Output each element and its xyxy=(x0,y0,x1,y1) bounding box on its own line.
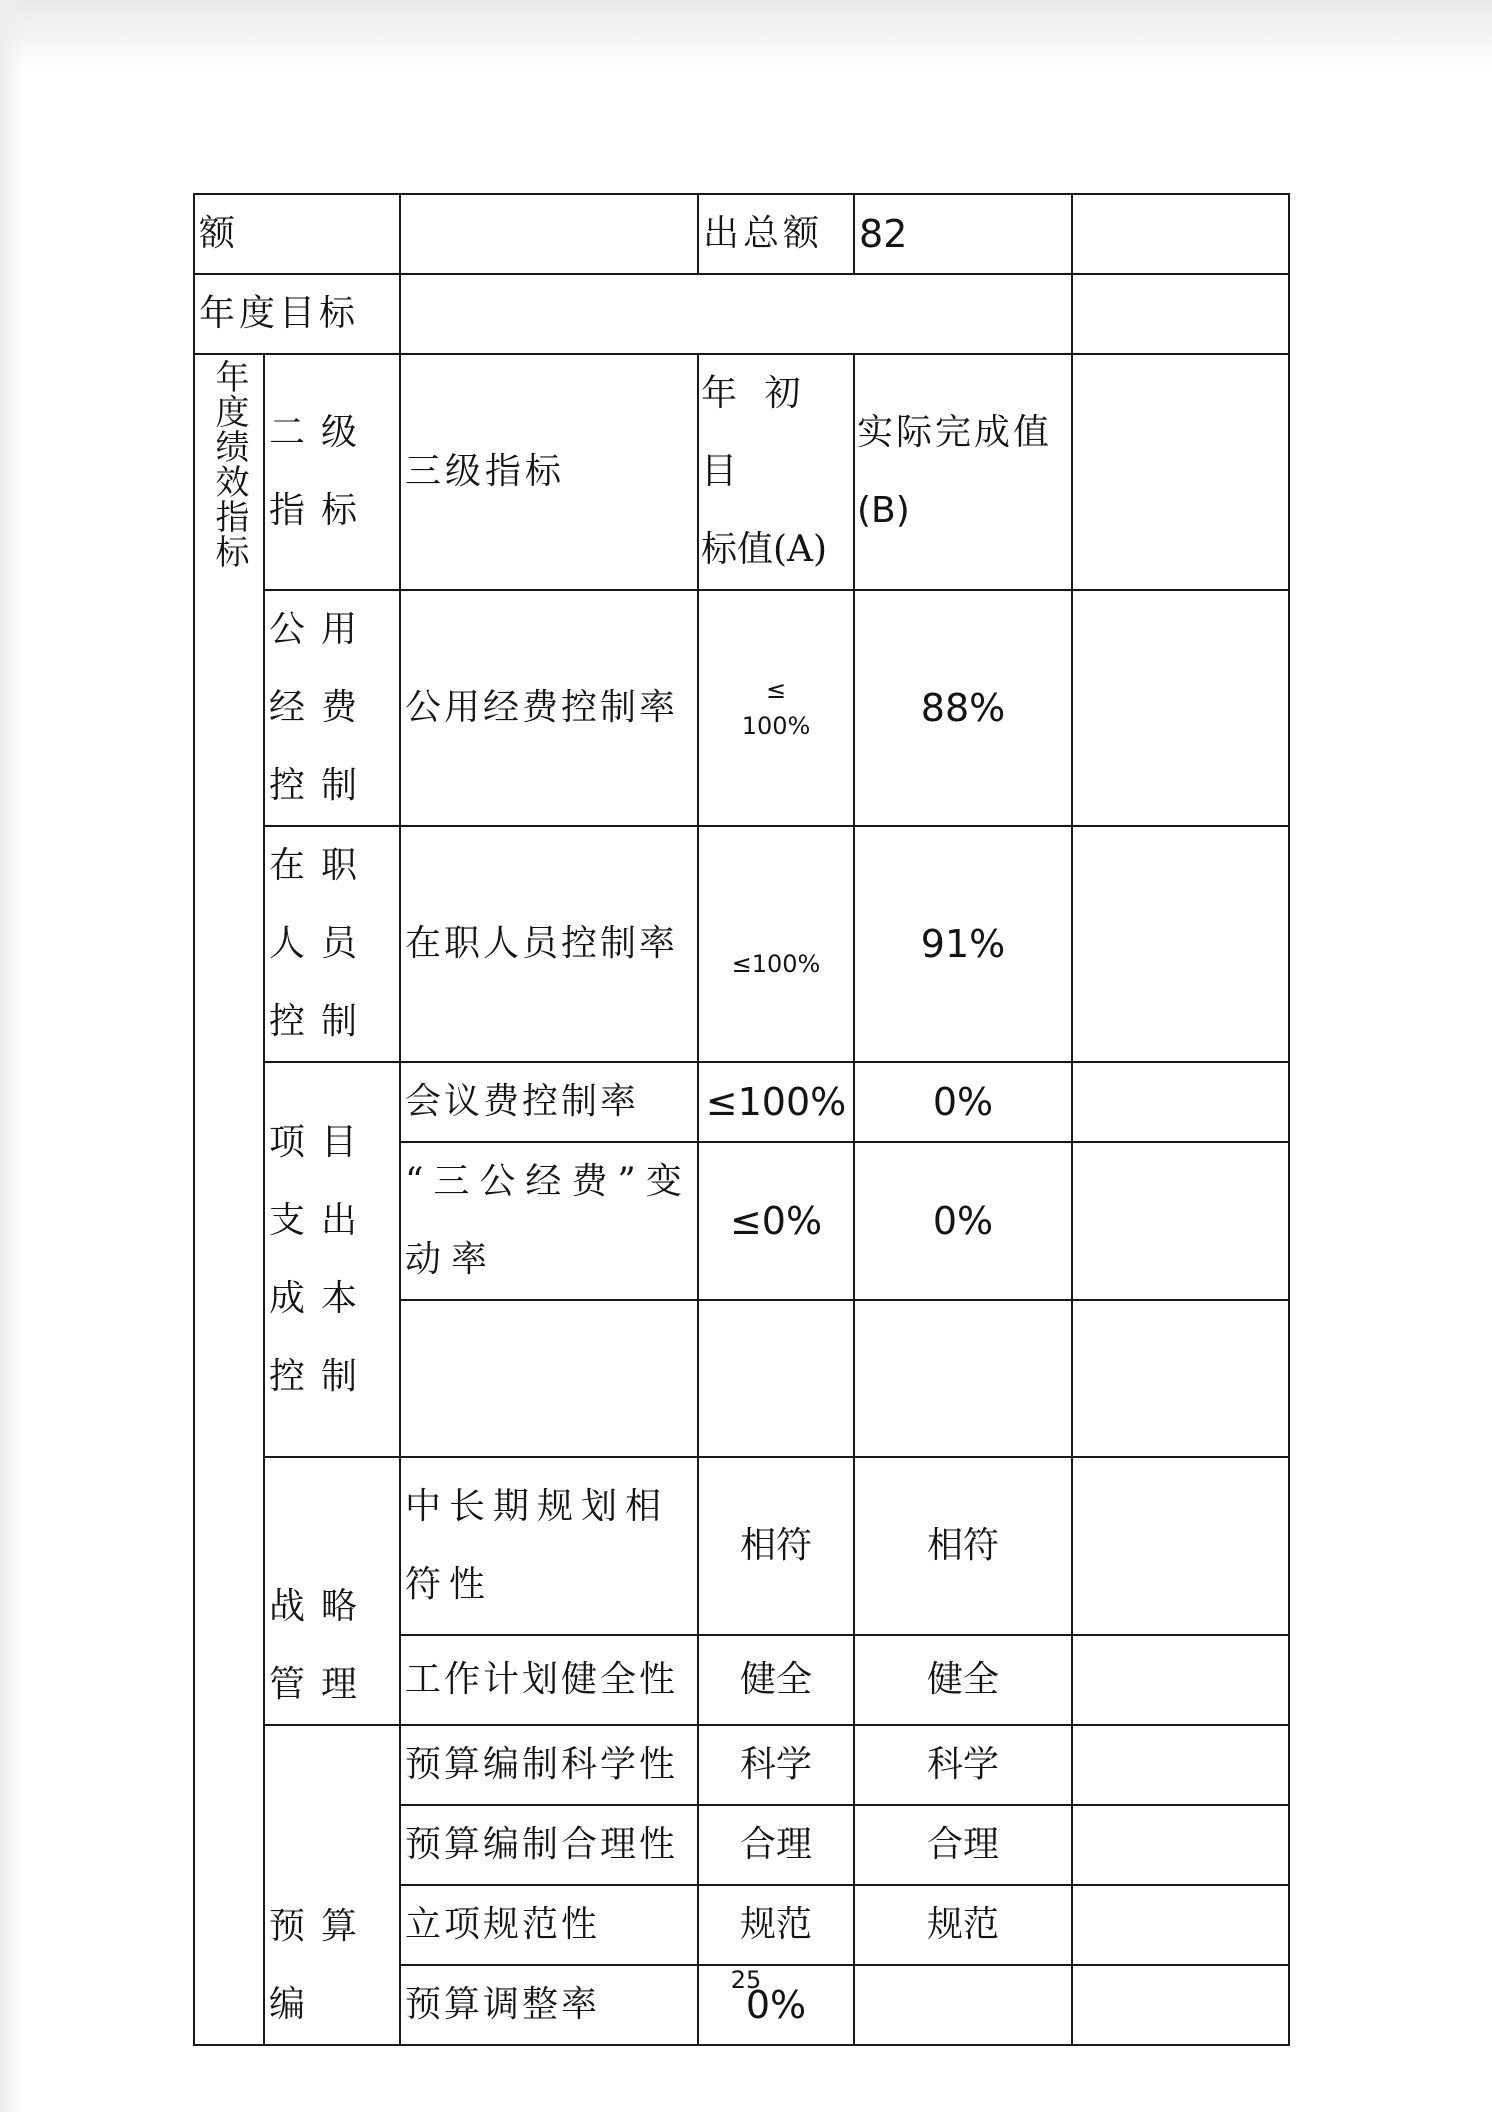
target-value: 合理 xyxy=(698,1805,854,1885)
empty-cell xyxy=(1072,274,1289,354)
initial-target-header: 年 初 目 标值(A) xyxy=(698,354,854,590)
table-row xyxy=(194,1062,1289,1142)
actual-value xyxy=(854,1300,1072,1457)
level3-indicator: 立项规范性 xyxy=(400,1885,698,1965)
empty-cell xyxy=(1072,1725,1289,1805)
actual-value: 91% xyxy=(854,826,1072,1062)
empty-cell xyxy=(1072,826,1289,1062)
empty-cell xyxy=(1072,354,1289,590)
level3-indicator: 预算编制科学性 xyxy=(400,1725,698,1805)
actual-value: 88% xyxy=(854,590,1072,826)
actual-value: 科学 xyxy=(854,1725,1072,1805)
table-row xyxy=(194,1457,1289,1635)
actual-value: 健全 xyxy=(854,1635,1072,1725)
target-value: 健全 xyxy=(698,1635,854,1725)
annual-goal-value xyxy=(400,274,1072,354)
level3-indicator: 工作计划健全性 xyxy=(400,1635,698,1725)
target-value: 规范 xyxy=(698,1885,854,1965)
level2-indicator: 在职人员控制 xyxy=(264,826,400,1062)
level3-indicator: 会议费控制率 xyxy=(400,1062,698,1142)
table-row xyxy=(194,590,1289,826)
empty-cell xyxy=(1072,1457,1289,1635)
amount-empty-cell xyxy=(400,194,698,274)
level3-indicator: 中长期规划相符性 xyxy=(400,1457,698,1635)
expenditure-total-value: 82 xyxy=(854,194,1072,274)
level2-indicator: 预算编 xyxy=(264,1725,400,2045)
actual-value: 合理 xyxy=(854,1805,1072,1885)
level3-indicator: “三公经费”变动率 xyxy=(400,1142,698,1300)
actual-value-header: 实际完成值 (B) xyxy=(854,354,1072,590)
performance-table xyxy=(193,193,1290,2046)
target-value: ≤0% xyxy=(698,1142,854,1300)
level2-indicator: 项目支出成本控制 xyxy=(264,1062,400,1457)
target-value: ≤100% xyxy=(698,826,854,1062)
target-value: 相符 xyxy=(698,1457,854,1635)
empty-cell xyxy=(1072,1885,1289,1965)
annual-goal-label: 年度目标 xyxy=(194,274,400,354)
target-value: 科学 xyxy=(698,1725,854,1805)
actual-value: 0% xyxy=(854,1142,1072,1300)
level3-indicator: 公用经费控制率 xyxy=(400,590,698,826)
table-header-row xyxy=(194,354,1289,590)
empty-cell xyxy=(1072,1635,1289,1725)
expenditure-total-label: 出总额 xyxy=(698,194,854,274)
target-value: ≤ 100% xyxy=(698,590,854,826)
empty-cell xyxy=(1072,1300,1289,1457)
target-value: 0% xyxy=(698,1965,854,2045)
scan-shadow-left xyxy=(0,0,26,2112)
level3-indicator: 预算调整率 xyxy=(400,1965,698,2045)
actual-value: 0% xyxy=(854,1062,1072,1142)
level2-indicator: 公用经费控制 xyxy=(264,590,400,826)
table-row xyxy=(194,194,1289,274)
table-row xyxy=(194,1725,1289,1805)
level2-indicator: 战略管理 xyxy=(264,1457,400,1725)
annual-performance-indicator-label: 年度绩效指标 xyxy=(194,354,264,2045)
scan-shadow-top xyxy=(0,0,1492,70)
level3-indicator xyxy=(400,1300,698,1457)
empty-cell xyxy=(1072,1142,1289,1300)
level3-indicator-header: 三级指标 xyxy=(400,354,698,590)
table-row xyxy=(194,274,1289,354)
empty-cell xyxy=(1072,1805,1289,1885)
empty-cell xyxy=(1072,590,1289,826)
page-number: 25 xyxy=(730,1966,762,1994)
level3-indicator: 预算编制合理性 xyxy=(400,1805,698,1885)
empty-cell xyxy=(1072,194,1289,274)
level2-indicator-header: 二级指标 xyxy=(264,354,400,590)
level3-indicator: 在职人员控制率 xyxy=(400,826,698,1062)
actual-value: 规范 xyxy=(854,1885,1072,1965)
target-value xyxy=(698,1300,854,1457)
table-row xyxy=(194,826,1289,1062)
empty-cell xyxy=(1072,1062,1289,1142)
actual-value: 相符 xyxy=(854,1457,1072,1635)
amount-label: 额 xyxy=(194,194,400,274)
target-value: ≤100% xyxy=(698,1062,854,1142)
